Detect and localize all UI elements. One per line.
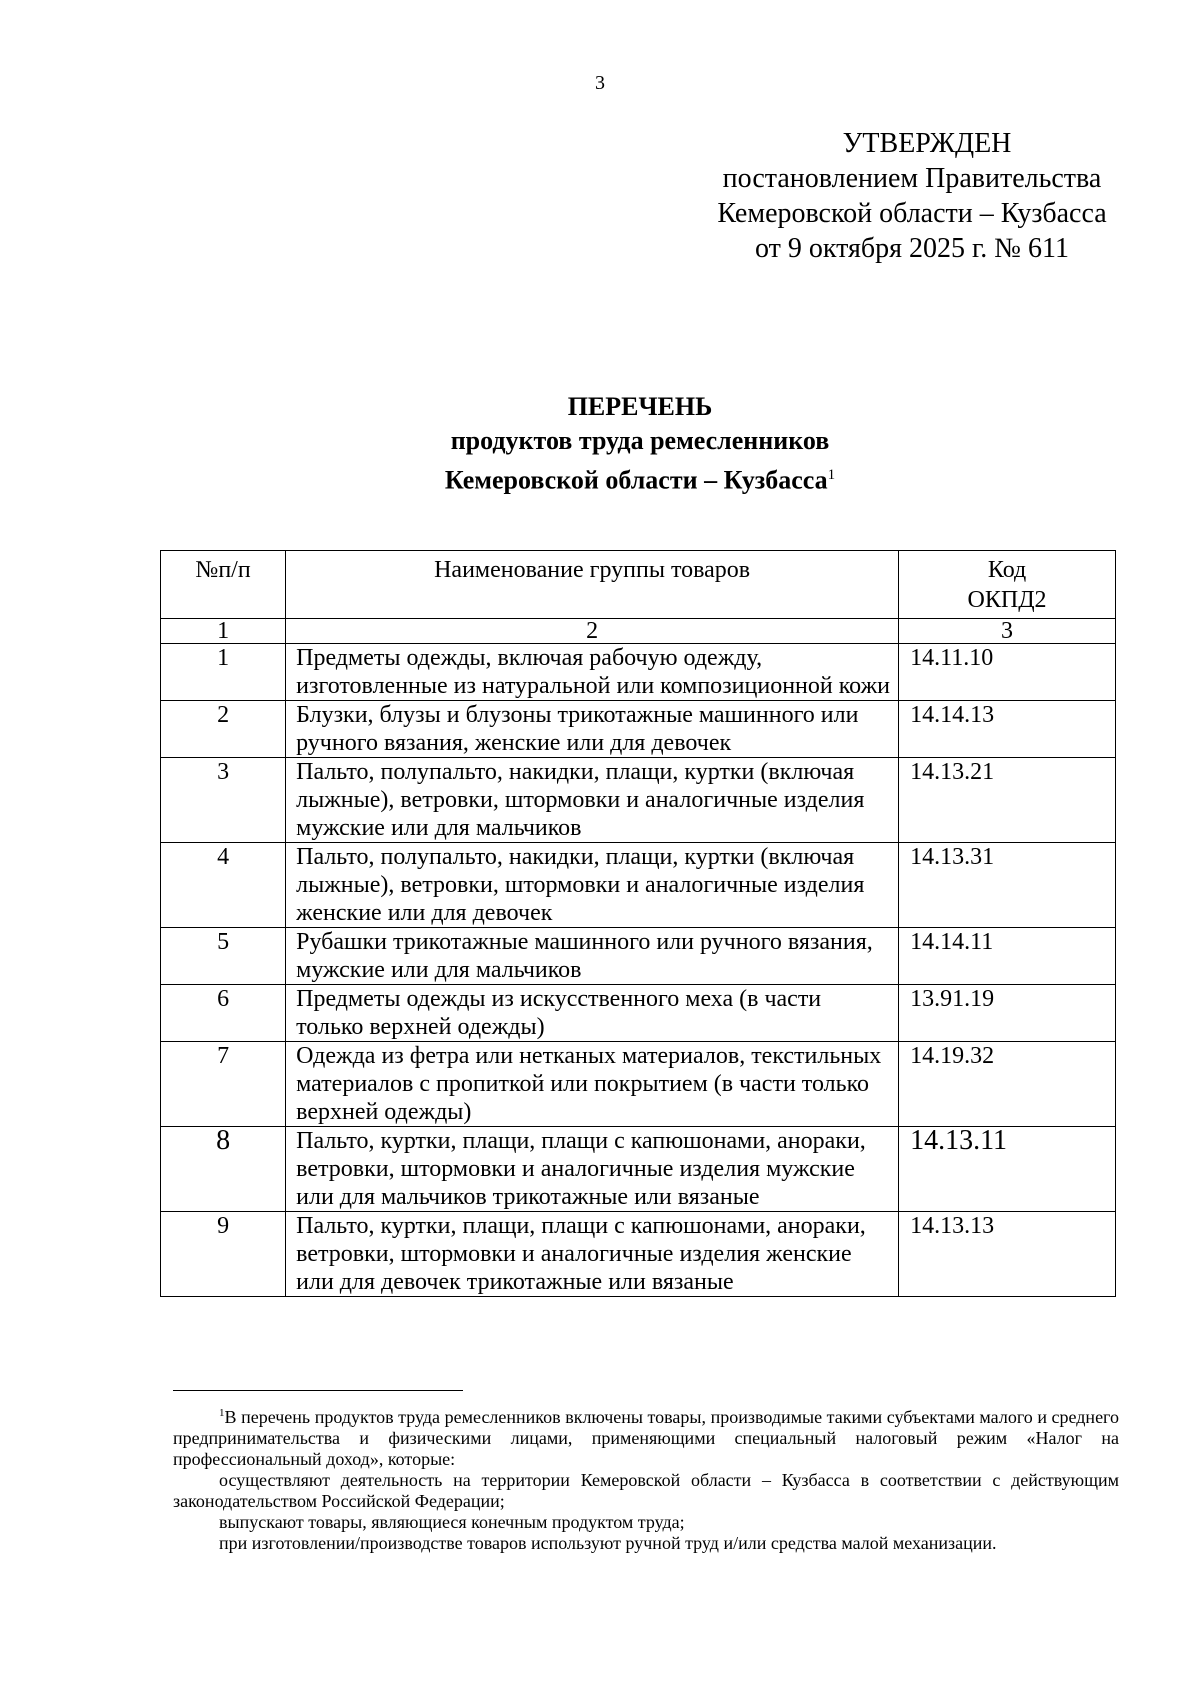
approval-stamp <box>712 126 1112 266</box>
row-code: 14.11.10 <box>899 644 1116 701</box>
row-number: 6 <box>161 985 286 1042</box>
goods-table <box>160 550 1116 1297</box>
document-title-line: продуктов труда ремесленников <box>450 426 830 455</box>
table-row <box>161 928 1116 985</box>
footnote-item: осуществляют деятельность на территории Кемеровской области – Кузбасса в соответствии с действующим законодательством Российской Федерации; <box>173 1470 1119 1511</box>
row-name: Блузки, блузы и блузоны трикотажные машинного или ручного вязания, женские или для девочек <box>286 701 899 758</box>
row-number: 7 <box>161 1042 286 1127</box>
row-code: 14.13.11 <box>899 1127 1116 1212</box>
row-number: 2 <box>161 701 286 758</box>
row-code: 14.13.13 <box>899 1212 1116 1297</box>
footnote-intro-text: В перечень продуктов труда ремесленников включены товары, производимые такими субъектами малого и среднего предпринимательства и физическими лицами, применяющими специальный налоговый режим «Налог на профессиональный доход», которые: <box>173 1407 1119 1469</box>
row-number: 8 <box>161 1127 286 1212</box>
row-name: Пальто, полупальто, накидки, плащи, куртки (включая лыжные), ветровки, штормовки и аналогичные изделия женские или для девочек <box>286 843 899 928</box>
table-row <box>161 644 1116 701</box>
row-name: Пальто, куртки, плащи, плащи с капюшонами, анораки, ветровки, штормовки и аналогичные изделия мужские или для мальчиков трикотажные или вязаные <box>286 1127 899 1212</box>
header-code-line: ОКПД2 <box>967 587 1047 613</box>
approval-line: Кемеровской области – Кузбасса <box>717 198 1107 229</box>
column-number: 3 <box>899 619 1116 644</box>
row-name: Пальто, полупальто, накидки, плащи, куртки (включая лыжные), ветровки, штормовки и аналогичные изделия мужские или для мальчиков <box>286 758 899 843</box>
table-row <box>161 701 1116 758</box>
header-name: Наименование группы товаров <box>286 551 899 619</box>
row-number: 4 <box>161 843 286 928</box>
table-row <box>161 843 1116 928</box>
header-code-line: Код <box>987 557 1027 583</box>
row-name: Пальто, куртки, плащи, плащи с капюшонами, анораки, ветровки, штормовки и аналогичные изделия женские или для девочек трикотажные или вязаные <box>286 1212 899 1297</box>
row-number: 9 <box>161 1212 286 1297</box>
table-row <box>161 1042 1116 1127</box>
approval-title: УТВЕРЖДЕН <box>842 128 1012 159</box>
table-row <box>161 1127 1116 1212</box>
document-title <box>0 390 1200 498</box>
row-name: Предметы одежды из искусственного меха (в части только верхней одежды) <box>286 985 899 1042</box>
table-row <box>161 985 1116 1042</box>
row-code: 14.14.13 <box>899 701 1116 758</box>
column-number-row <box>161 619 1116 644</box>
footnotes <box>173 1403 1119 1554</box>
table-row <box>161 758 1116 843</box>
footnote-reference: 1 <box>827 467 836 483</box>
row-number: 5 <box>161 928 286 985</box>
row-code: 14.13.21 <box>899 758 1116 843</box>
table-row <box>161 1212 1116 1297</box>
row-code: 14.14.11 <box>899 928 1116 985</box>
approval-line: постановлением Правительства <box>722 163 1102 194</box>
row-name: Рубашки трикотажные машинного или ручного вязания, мужские или для мальчиков <box>286 928 899 985</box>
column-number: 2 <box>286 619 899 644</box>
footnote-item: при изготовлении/производстве товаров используют ручной труд и/или средства малой механизации. <box>219 1533 997 1553</box>
footnote-intro <box>173 1403 1119 1470</box>
row-code: 14.19.32 <box>899 1042 1116 1127</box>
footnote-separator <box>173 1390 463 1391</box>
footnote-mark: 1 <box>219 1407 225 1419</box>
footnote-item: выпускают товары, являющиеся конечным продуктом труда; <box>219 1512 685 1532</box>
document-title-line: ПЕРЕЧЕНЬ <box>567 392 713 421</box>
document-title-text: Кемеровской области – Кузбасса <box>444 465 828 495</box>
page-number: 3 <box>595 72 605 94</box>
row-name: Одежда из фетра или нетканых материалов, текстильных материалов с пропиткой или покрытием (в части только верхней одежды) <box>286 1042 899 1127</box>
column-number: 1 <box>161 619 286 644</box>
approval-line: от 9 октября 2025 г. № 611 <box>755 233 1069 264</box>
row-code: 14.13.31 <box>899 843 1116 928</box>
document-title-line <box>0 458 1200 498</box>
table-header-row <box>161 551 1116 619</box>
header-code <box>899 551 1116 619</box>
header-number: №п/п <box>161 551 286 619</box>
row-name: Предметы одежды, включая рабочую одежду, изготовленные из натуральной или композиционной кожи <box>286 644 899 701</box>
row-number: 1 <box>161 644 286 701</box>
row-number: 3 <box>161 758 286 843</box>
row-code: 13.91.19 <box>899 985 1116 1042</box>
